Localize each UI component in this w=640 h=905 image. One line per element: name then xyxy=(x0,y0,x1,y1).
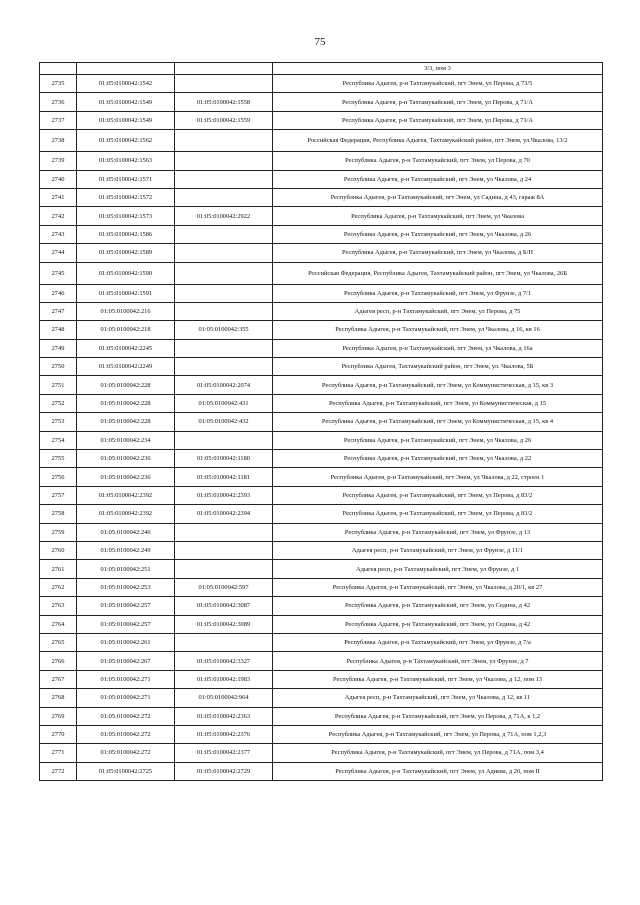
cell-address: Адыгея респ, р-н Тахтамукайский, пгт Энем, ул Фрунзе, д 11/1 xyxy=(273,541,603,559)
table-row xyxy=(40,541,603,559)
cell-cadastral: 01:05:0100042:2725 xyxy=(77,762,175,780)
cell-cadastral: 01:05:0100042:257 xyxy=(77,615,175,633)
registry-table xyxy=(39,62,603,781)
cell-number: 2751 xyxy=(40,376,77,394)
table-row xyxy=(40,689,603,707)
cell-cadastral: 01:05:0100042:236 xyxy=(77,468,175,486)
cell-cadastral-building xyxy=(175,560,273,578)
table-row xyxy=(40,339,603,357)
cell-address: Республика Адыгея, р-н Тахтамукайский, пгт Энем, ул Фрунзе, д 13 xyxy=(273,523,603,541)
cell-cadastral: 01:05:0100042:234 xyxy=(77,431,175,449)
cell-number: 2765 xyxy=(40,633,77,651)
cell-address: 3/3, пом 3 xyxy=(273,63,603,75)
table-row xyxy=(40,431,603,449)
cell-address: Республика Адыгея, р-н Тахтамукайский, пгт Энем, ул Фрунзе, д 7/1 xyxy=(273,284,603,302)
table-row xyxy=(40,652,603,670)
cell-address: Республика Адыгея, р-н Тахтамукайский, пгт Энем, ул Чкалова, д 20/1, кв 27 xyxy=(273,578,603,596)
cell-cadastral-building xyxy=(175,523,273,541)
cell-cadastral-building xyxy=(175,75,273,93)
table-row xyxy=(40,358,603,376)
cell-address: Республика Адыгея, р-н Тахтамукайский, пгт Энем, ул Седина, д 42 xyxy=(273,597,603,615)
cell-address: Адыгея респ, р-н Тахтамукайский, пгт Энем, ул Чкалова, д 12, кв 11 xyxy=(273,689,603,707)
cell-cadastral: 01:05:0100042:2392 xyxy=(77,505,175,523)
cell-number: 2738 xyxy=(40,130,77,152)
table-row xyxy=(40,207,603,225)
cell-cadastral: 01:05:0100042:261 xyxy=(77,633,175,651)
table-row xyxy=(40,523,603,541)
cell-address: Республика Адыгея, р-н Тахтамукайский, пгт Энем, ул Перова, д 73/5 xyxy=(273,75,603,93)
cell-address: Республика Адыгея, р-н Тахтамукайский, пгт Энем, ул Коммунистическая, д 15 xyxy=(273,394,603,412)
cell-address: Республика Адыгея, р-н Тахтамукайский, пгт Энем, ул Коммунистическая, д 15, кв 4 xyxy=(273,413,603,431)
cell-address: Республика Адыгея, р-н Тахтамукайский, пгт Энем, ул Перова, д 71/А xyxy=(273,111,603,129)
cell-address: Республика Адыгея, р-н Тахтамукайский, пгт Энем, ул Седина, д 42 xyxy=(273,615,603,633)
table-row xyxy=(40,394,603,412)
cell-cadastral-building: 01:05:0100042:2074 xyxy=(175,376,273,394)
cell-address: Республика Адыгея, р-н Тахтамукайский, пгт Энем, ул Перова, д 83/2 xyxy=(273,505,603,523)
cell-cadastral-building xyxy=(175,63,273,75)
cell-cadastral: 01:05:0100042:1571 xyxy=(77,170,175,188)
cell-number: 2760 xyxy=(40,541,77,559)
cell-number: 2736 xyxy=(40,93,77,111)
cell-number: 2759 xyxy=(40,523,77,541)
cell-number: 2750 xyxy=(40,358,77,376)
cell-address: Республика Адыгея, р-н Тахтамукайский, пгт Энем, ул Перова, д 71А, пом 3,4 xyxy=(273,744,603,762)
cell-number: 2755 xyxy=(40,450,77,468)
cell-cadastral-building: 01:05:0100042:432 xyxy=(175,413,273,431)
table-row xyxy=(40,725,603,743)
cell-cadastral-building: 01:05:0100042:3087 xyxy=(175,597,273,615)
cell-number: 2771 xyxy=(40,744,77,762)
cell-address: Республика Адыгея, р-н Тахтамукайский, пгт Энем, ул Чкалова xyxy=(273,207,603,225)
table-row xyxy=(40,376,603,394)
cell-cadastral: 01:05:0100042:272 xyxy=(77,707,175,725)
cell-cadastral: 01:05:0100042:2245 xyxy=(77,339,175,357)
cell-cadastral-building xyxy=(175,152,273,170)
cell-number: 2735 xyxy=(40,75,77,93)
table-row xyxy=(40,762,603,780)
cell-cadastral-building: 01:05:0100042:3089 xyxy=(175,615,273,633)
cell-cadastral-building: 01:05:0100042:2922 xyxy=(175,207,273,225)
cell-cadastral: 01:05:0100042:216 xyxy=(77,302,175,320)
cell-address: Республика Адыгея, р-н Тахтамукайский, пгт Энем, ул Чкалова, д 22, строен 1 xyxy=(273,468,603,486)
cell-cadastral-building: 01:05:0100042:1181 xyxy=(175,468,273,486)
cell-number: 2769 xyxy=(40,707,77,725)
cell-address: Республика Адыгея, р-н Тахтамукайский, пгт Энем, ул Чкалова, д 26 xyxy=(273,431,603,449)
table-row xyxy=(40,670,603,688)
cell-address: Российская Федерация, Республика Адыгея, Тахтамукайский район, пгт Энем, ул Чкалова, 26Б xyxy=(273,262,603,284)
cell-number: 2772 xyxy=(40,762,77,780)
cell-number: 2768 xyxy=(40,689,77,707)
cell-cadastral: 01:05:0100042:1549 xyxy=(77,93,175,111)
table-row xyxy=(40,468,603,486)
cell-number: 2766 xyxy=(40,652,77,670)
cell-address: Адыгея респ, р-н Тахтамукайский, пгт Энем, ул Перова, д 75 xyxy=(273,302,603,320)
cell-cadastral: 01:05:0100042:257 xyxy=(77,597,175,615)
cell-cadastral-building: 01:05:0100042:2729 xyxy=(175,762,273,780)
cell-cadastral: 01:05:0100042:1573 xyxy=(77,207,175,225)
cell-number: 2740 xyxy=(40,170,77,188)
cell-number: 2742 xyxy=(40,207,77,225)
table-row xyxy=(40,633,603,651)
cell-cadastral-building: 01:05:0100042:2377 xyxy=(175,744,273,762)
cell-number: 2752 xyxy=(40,394,77,412)
cell-address: Республика Адыгея, р-н Тахтамукайский, пгт Энем, ул Адиева, д 20, пом II xyxy=(273,762,603,780)
cell-cadastral-building xyxy=(175,431,273,449)
cell-cadastral-building xyxy=(175,244,273,262)
table-row xyxy=(40,578,603,596)
cell-cadastral-building xyxy=(175,541,273,559)
cell-cadastral-building: 01:05:0100042:964 xyxy=(175,689,273,707)
cell-number: 2763 xyxy=(40,597,77,615)
cell-cadastral-building xyxy=(175,358,273,376)
cell-cadastral-building xyxy=(175,284,273,302)
cell-cadastral-building xyxy=(175,339,273,357)
cell-number: 2748 xyxy=(40,321,77,339)
cell-cadastral: 01:05:0100042:1549 xyxy=(77,111,175,129)
cell-cadastral-building: 01:05:0100042:1180 xyxy=(175,450,273,468)
cell-cadastral-building xyxy=(175,188,273,206)
cell-address: Республика Адыгея, р-н Тахтамукайский, пгт Энем, ул Чкалова, д 26 xyxy=(273,225,603,243)
table-row xyxy=(40,93,603,111)
cell-cadastral-building: 01:05:0100042:355 xyxy=(175,321,273,339)
cell-cadastral: 01:05:0100042:228 xyxy=(77,394,175,412)
cell-cadastral: 01:05:0100042:272 xyxy=(77,725,175,743)
cell-address: Республика Адыгея, р-н Тахтамукайский, пгт Энем, ул Коммунистическая, д 15, кв 3 xyxy=(273,376,603,394)
cell-cadastral: 01:05:0100042:267 xyxy=(77,652,175,670)
cell-cadastral-building xyxy=(175,130,273,152)
cell-number: 2761 xyxy=(40,560,77,578)
cell-address: Республика Адыгея, р-н Тахтамукайский, пгт Энем, ул Чкалова, д 24 xyxy=(273,170,603,188)
cell-cadastral-building xyxy=(175,170,273,188)
cell-number: 2743 xyxy=(40,225,77,243)
cell-number: 2744 xyxy=(40,244,77,262)
cell-cadastral-building: 01:05:0100042:2363 xyxy=(175,707,273,725)
table-row xyxy=(40,188,603,206)
table-row xyxy=(40,615,603,633)
cell-address: Республика Адыгея, р-н Тахтамукайский, пгт Энем, ул Чкалова, д 22 xyxy=(273,450,603,468)
cell-address: Республика Адыгея, р-н Тахтамукайский, пгт Энем, ул Чкалова, д 12, пом 13 xyxy=(273,670,603,688)
cell-cadastral-building: 01:05:0100042:431 xyxy=(175,394,273,412)
cell-number: 2737 xyxy=(40,111,77,129)
cell-address: Республика Адыгея, р-н Тахтамукайский, пгт Энем, ул Перова, д 70 xyxy=(273,152,603,170)
cell-address: Республика Адыгея, р-н Тахтамукайский, пгт Энем, ул Перова, д 71А, к 1,2 xyxy=(273,707,603,725)
cell-cadastral: 01:05:0100042:2392 xyxy=(77,486,175,504)
cell-cadastral: 01:05:0100042:2249 xyxy=(77,358,175,376)
table-row xyxy=(40,597,603,615)
cell-number: 2747 xyxy=(40,302,77,320)
cell-address: Адыгея респ, р-н Тахтамукайский, пгт Энем, ул Фрунзе, д 1 xyxy=(273,560,603,578)
table-row xyxy=(40,560,603,578)
table-row xyxy=(40,130,603,152)
cell-cadastral-building: 01:05:0100042:2393 xyxy=(175,486,273,504)
cell-number: 2756 xyxy=(40,468,77,486)
cell-number: 2739 xyxy=(40,152,77,170)
cell-cadastral: 01:05:0100042:253 xyxy=(77,578,175,596)
cell-number: 2762 xyxy=(40,578,77,596)
table-row xyxy=(40,225,603,243)
cell-address: Республика Адыгея, р-н Тахтамукайский, пгт Энем, ул Чкалова, д Б/Н xyxy=(273,244,603,262)
cell-cadastral: 01:05:0100042:1590 xyxy=(77,262,175,284)
cell-cadastral: 01:05:0100042:246 xyxy=(77,523,175,541)
cell-number: 2764 xyxy=(40,615,77,633)
cell-address: Республика Адыгея, р-н Тахтамукайский, пгт Энем, ул Чкалова, д 16, кв 16 xyxy=(273,321,603,339)
cell-number: 2741 xyxy=(40,188,77,206)
cell-number: 2767 xyxy=(40,670,77,688)
cell-cadastral: 01:05:0100042:1586 xyxy=(77,225,175,243)
table-row xyxy=(40,152,603,170)
table-row xyxy=(40,744,603,762)
table-row xyxy=(40,413,603,431)
cell-cadastral: 01:05:0100042:249 xyxy=(77,541,175,559)
cell-cadastral: 01:05:0100042:1563 xyxy=(77,152,175,170)
cell-address: Республика Адыгея, р-н Тахтамукайский, пгт Энем, ул Чкалова, д 16а xyxy=(273,339,603,357)
cell-address: Российская Федерация, Республика Адыгея, Тахтамукайский район, пгт Энем, ул.Чкалова, 13/2 xyxy=(273,130,603,152)
cell-cadastral-building: 01:05:0100042:1558 xyxy=(175,93,273,111)
cell-address: Республика Адыгея, р-н Тахтамукайский, пгт Энем, ул Перова, д 71/А xyxy=(273,93,603,111)
cell-cadastral-building xyxy=(175,633,273,651)
cell-address: Республика Адыгея, р-н Тахтамукайский, пгт Энем, ул Фрунзе, д 7 xyxy=(273,652,603,670)
cell-cadastral: 01:05:0100042:228 xyxy=(77,413,175,431)
table-row xyxy=(40,244,603,262)
cell-cadastral: 01:05:0100042:272 xyxy=(77,744,175,762)
cell-number: 2770 xyxy=(40,725,77,743)
cell-number: 2746 xyxy=(40,284,77,302)
table-row xyxy=(40,302,603,320)
cell-cadastral: 01:05:0100042:228 xyxy=(77,376,175,394)
cell-cadastral: 01:05:0100042:271 xyxy=(77,670,175,688)
table-row xyxy=(40,707,603,725)
cell-cadastral xyxy=(77,63,175,75)
cell-cadastral-building: 01:05:0100042:1559 xyxy=(175,111,273,129)
cell-number: 2754 xyxy=(40,431,77,449)
cell-cadastral: 01:05:0100042:1591 xyxy=(77,284,175,302)
cell-cadastral-building: 01:05:0100042:2376 xyxy=(175,725,273,743)
table-row xyxy=(40,111,603,129)
cell-address: Республика Адыгея, р-н Тахтамукайский, пгт Энем, ул Фрунзе, д 7/а xyxy=(273,633,603,651)
cell-number: 2745 xyxy=(40,262,77,284)
table-row xyxy=(40,505,603,523)
cell-number: 2753 xyxy=(40,413,77,431)
table-row xyxy=(40,321,603,339)
cell-cadastral: 01:05:0100042:1589 xyxy=(77,244,175,262)
cell-cadastral-building xyxy=(175,302,273,320)
cell-cadastral-building xyxy=(175,262,273,284)
table-row xyxy=(40,486,603,504)
table-row xyxy=(40,262,603,284)
cell-address: Республика Адыгея, Тахтамукайский район, пгт Энем, ул. Чкалова, 5Б xyxy=(273,358,603,376)
cell-number xyxy=(40,63,77,75)
cell-cadastral-building: 01:05:0100042:2394 xyxy=(175,505,273,523)
cell-address: Республика Адыгея, р-н Тахтамукайский, пгт Энем, ул Перова, д 83/2 xyxy=(273,486,603,504)
table-row xyxy=(40,170,603,188)
cell-cadastral: 01:05:0100042:251 xyxy=(77,560,175,578)
cell-cadastral-building: 01:05:0100042:3327 xyxy=(175,652,273,670)
table-row xyxy=(40,450,603,468)
cell-cadastral: 01:05:0100042:1562 xyxy=(77,130,175,152)
cell-number: 2757 xyxy=(40,486,77,504)
cell-cadastral-building: 01:05:0100042:597 xyxy=(175,578,273,596)
cell-address: Республика Адыгея, р-н Тахтамукайский, пгт Энем, ул Садина, д 43, гараж 8А xyxy=(273,188,603,206)
table-row-continuation xyxy=(40,63,603,75)
cell-cadastral: 01:05:0100042:236 xyxy=(77,450,175,468)
page-number: 75 xyxy=(314,36,326,48)
cell-number: 2749 xyxy=(40,339,77,357)
cell-cadastral: 01:05:0100042:1542 xyxy=(77,75,175,93)
cell-number: 2758 xyxy=(40,505,77,523)
cell-cadastral: 01:05:0100042:1572 xyxy=(77,188,175,206)
cell-cadastral-building: 01:05:0100042:1983 xyxy=(175,670,273,688)
cell-cadastral-building xyxy=(175,225,273,243)
cell-cadastral: 01:05:0100042:218 xyxy=(77,321,175,339)
table-row xyxy=(40,284,603,302)
cell-cadastral: 01:05:0100042:271 xyxy=(77,689,175,707)
table-row xyxy=(40,75,603,93)
cell-address: Республика Адыгея, р-н Тахтамукайский, пгт Энем, ул Перова, д 71А, пом 1,2,3 xyxy=(273,725,603,743)
